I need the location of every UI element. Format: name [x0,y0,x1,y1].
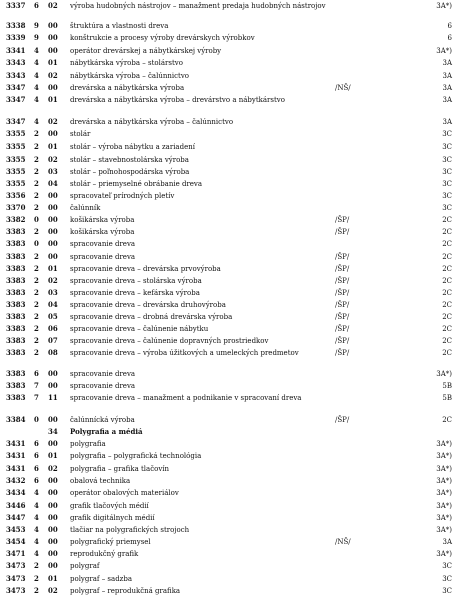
item-code: 3473 [6,586,26,595]
item-name: konštrukcie a procesy výroby drevárskych výrobkov [70,34,255,42]
item-digit: 2 [34,288,39,297]
item-subcode: 02 [48,586,58,595]
item-flag: /NŠ/ [335,538,351,546]
item-name: spracovanie dreva – drevárska druhovýroba [70,301,226,309]
item-digit: 2 [34,142,39,151]
item-subcode: 07 [48,336,58,345]
item-name: nábytkárska výroba – stolárstvo [70,59,183,67]
item-subcode: 00 [48,369,58,378]
item-level: 3A*) [436,489,452,497]
item-flag: /ŠP/ [335,228,350,236]
table-row [0,301,465,313]
item-name: spracovanie dreva – drevárska prvovýroba [70,265,221,273]
item-subcode: 00 [48,439,58,448]
item-level: 3A*) [436,2,452,10]
item-subcode: 02 [48,276,58,285]
item-level: 3C [442,204,452,212]
item-code: 3431 [6,464,26,473]
item-subcode: 00 [48,83,58,92]
item-code: 3356 [6,191,26,200]
table-row [0,562,465,574]
item-level: 2C [442,313,452,321]
item-flag: /ŠP/ [335,301,350,309]
item-name: drevárska a nábytkárska výroba [70,84,185,92]
item-level: 3A [442,59,452,67]
item-code: 3446 [6,501,26,510]
item-digit: 2 [34,155,39,164]
item-name: polygrafia – polygrafická technológia [70,452,202,460]
item-code: 3382 [6,215,26,224]
table-row [0,394,465,416]
item-level: 5B [442,382,452,390]
item-level: 2C [442,301,452,309]
item-name: spracovanie dreva [70,370,136,378]
item-code: 3339 [6,33,26,42]
item-digit: 6 [34,464,39,473]
item-name: spracovanie dreva [70,382,136,390]
item-code: 3431 [6,439,26,448]
table-row [0,382,465,394]
item-code: 3383 [6,348,26,357]
table-row [0,526,465,538]
item-name: stolár – výroba nábytku a zariadení [70,143,195,151]
item-code: 3347 [6,95,26,104]
item-subcode: 00 [48,537,58,546]
item-name: spracovanie dreva – výroba úžitkových a umeleckých predmetov [70,349,299,357]
item-name: operátor obalových materiálov [70,489,179,497]
item-code: 3383 [6,227,26,236]
item-level: 2C [442,349,452,357]
item-name: reprodukčný grafik [70,550,139,558]
item-code: 3383 [6,312,26,321]
item-subcode: 00 [48,381,58,390]
item-digit: 4 [34,117,39,126]
item-name: spracovanie dreva [70,253,136,261]
table-row [0,34,465,46]
item-digit: 9 [34,21,39,30]
item-digit: 0 [34,215,39,224]
item-digit: 4 [34,83,39,92]
item-flag: /ŠP/ [335,289,350,297]
item-subcode: 02 [48,71,58,80]
item-level: 3A*) [436,370,452,378]
table-row [0,313,465,325]
item-subcode: 00 [48,46,58,55]
item-subcode: 02 [48,117,58,126]
item-code: 3355 [6,167,26,176]
item-flag: /ŠP/ [335,416,350,424]
table-row [0,47,465,59]
item-level: 2C [442,416,452,424]
table-row [0,502,465,514]
item-flag: /ŠP/ [335,216,350,224]
item-subcode: 00 [48,525,58,534]
item-code: 3355 [6,179,26,188]
item-code: 3383 [6,324,26,333]
item-code: 3341 [6,46,26,55]
item-name: drevárska a nábytkárska výroba – čalúnnictvo [70,118,234,126]
item-level: 6 [447,34,452,42]
item-level: 3A [442,538,452,546]
item-subcode: 00 [48,191,58,200]
item-digit: 2 [34,586,39,595]
table-row [0,96,465,118]
item-digit: 9 [34,33,39,42]
item-code: 3447 [6,513,26,522]
item-flag: /ŠP/ [335,349,350,357]
item-digit: 7 [34,381,39,390]
table-row [0,337,465,349]
item-level: 3C [442,143,452,151]
item-digit: 7 [34,393,39,402]
item-level: 3A*) [436,514,452,522]
item-name: stolár – poľnohospodárska výroba [70,168,190,176]
item-name: spracovanie dreva – drobná drevárska výroba [70,313,233,321]
item-subcode: 03 [48,288,58,297]
item-name: stolár [70,130,91,138]
item-level: 3C [442,180,452,188]
item-name: spracovanie dreva – čalúnenie dopravných prostriedkov [70,337,269,345]
item-code: 3383 [6,239,26,248]
table-row [0,156,465,168]
item-subcode: 02 [48,464,58,473]
item-code: 3473 [6,561,26,570]
table-row [0,216,465,228]
item-level: 2C [442,216,452,224]
item-name: polygraf [70,562,100,570]
item-name: polygraf – sadzba [70,575,133,583]
item-name: košikárska výroba [70,228,135,236]
item-digit: 2 [34,264,39,273]
table-row [0,143,465,155]
item-name: čalúnnícká výroba [70,416,135,424]
item-level: 3C [442,168,452,176]
table-row [0,2,465,22]
item-level: 3A*) [436,550,452,558]
item-code: 3453 [6,525,26,534]
item-digit: 2 [34,191,39,200]
item-subcode: 04 [48,300,58,309]
item-name: výroba hudobných nástrojov – manažment predaja hudobných nástrojov [70,2,326,10]
item-level: 3A [442,118,452,126]
item-subcode: 01 [48,95,58,104]
item-code: 3383 [6,288,26,297]
item-subcode: 02 [48,155,58,164]
item-digit: 4 [34,513,39,522]
item-name: grafik tlačových médií [70,502,149,510]
item-digit: 2 [34,324,39,333]
item-flag: /NŠ/ [335,84,351,92]
table-row [0,253,465,265]
item-digit: 4 [34,71,39,80]
item-digit: 2 [34,561,39,570]
table-row [0,180,465,192]
table-row [0,452,465,464]
item-code: 3383 [6,300,26,309]
item-subcode: 05 [48,312,58,321]
item-level: 3C [442,156,452,164]
item-digit: 4 [34,501,39,510]
item-code: 3355 [6,142,26,151]
item-digit: 2 [34,574,39,583]
item-digit: 4 [34,525,39,534]
item-subcode: 01 [48,264,58,273]
item-level: 2C [442,337,452,345]
item-digit: 6 [34,451,39,460]
table-row [0,118,465,130]
item-flag: /ŠP/ [335,337,350,345]
table-row [0,84,465,96]
item-name: nábytkárska výroba – čalúnnictvo [70,72,189,80]
item-code: 3370 [6,203,26,212]
item-name: spracovanie dreva – stolárska výroba [70,277,202,285]
table-row [0,550,465,562]
item-flag: /ŠP/ [335,313,350,321]
item-subcode: 06 [48,324,58,333]
item-code: 3471 [6,549,26,558]
item-code: 3355 [6,129,26,138]
item-level: 3A*) [436,465,452,473]
item-code: 3338 [6,21,26,30]
item-code: 3431 [6,451,26,460]
table-row [0,477,465,489]
item-digit: 2 [34,348,39,357]
item-subcode: 00 [48,415,58,424]
item-digit: 2 [34,312,39,321]
item-name: drevárska a nábytkárska výroba – drevárstvo a nábytkárstvo [70,96,285,104]
table-row [0,228,465,240]
item-subcode: 00 [48,215,58,224]
item-digit: 6 [34,369,39,378]
item-code: 3343 [6,71,26,80]
item-subcode: 00 [48,239,58,248]
item-digit: 4 [34,549,39,558]
item-level: 3C [442,192,452,200]
table-row [0,265,465,277]
item-subcode: 01 [48,451,58,460]
item-level: 2C [442,265,452,273]
item-name: košikárska výroba [70,216,135,224]
item-digit: 0 [34,239,39,248]
table-row [0,587,465,599]
item-name: stolár – priemyselné obrábanie dreva [70,180,203,188]
table-row [0,489,465,501]
table-row [0,240,465,252]
item-subcode: 04 [48,179,58,188]
item-digit: 0 [34,415,39,424]
item-digit: 2 [34,300,39,309]
table-row [0,514,465,526]
item-level: 3A*) [436,477,452,485]
item-code: 3383 [6,276,26,285]
item-digit: 2 [34,167,39,176]
item-code: 3434 [6,488,26,497]
item-name: polygraf – reprodukčná grafika [70,587,181,595]
item-code: 3383 [6,369,26,378]
table-row [0,349,465,370]
item-code: 3337 [6,1,26,10]
item-name: polygrafia – grafika tlačovín [70,465,170,473]
item-level: 3C [442,575,452,583]
item-flag: /ŠP/ [335,253,350,261]
table-row [0,168,465,180]
item-name: spracovateľ prírodných pletív [70,192,175,200]
item-subcode: 11 [48,393,58,402]
table-row [0,289,465,301]
item-digit: 2 [34,336,39,345]
item-subcode: 34 [48,427,58,436]
item-subcode: 00 [48,252,58,261]
item-digit: 2 [34,179,39,188]
item-subcode: 01 [48,142,58,151]
item-digit: 2 [34,203,39,212]
table-row [0,440,465,452]
item-level: 2C [442,325,452,333]
item-code: 3343 [6,58,26,67]
item-name: grafik digitálnych médií [70,514,155,522]
item-subcode: 00 [48,513,58,522]
item-name: spracovanie dreva – kefárska výroba [70,289,200,297]
item-level: 3C [442,587,452,595]
item-name: obalová technika [70,477,131,485]
item-name: čalúnník [70,204,101,212]
table-row [0,325,465,337]
item-digit: 2 [34,227,39,236]
item-level: 3A*) [436,502,452,510]
item-digit: 2 [34,252,39,261]
item-code: 3347 [6,83,26,92]
item-level: 5B [442,394,452,402]
item-subcode: 00 [48,203,58,212]
item-name: tlačiar na polygrafických strojoch [70,526,190,534]
item-digit: 6 [34,476,39,485]
item-code: 3355 [6,155,26,164]
table-row [0,22,465,34]
item-name: štruktúra a vlastnosti dreva [70,22,169,30]
item-digit: 4 [34,488,39,497]
item-subcode: 03 [48,167,58,176]
item-level: 3A*) [436,440,452,448]
table-row [0,465,465,477]
item-digit: 4 [34,46,39,55]
item-level: 2C [442,240,452,248]
item-name: operátor drevárskej a nábytkárskej výroby [70,47,222,55]
item-digit: 4 [34,95,39,104]
table-row [0,575,465,587]
item-digit: 4 [34,58,39,67]
item-code: 3432 [6,476,26,485]
table-row [0,370,465,382]
item-name: polygrafia [70,440,106,448]
item-level: 6 [447,22,452,30]
item-level: 2C [442,277,452,285]
item-subcode: 00 [48,21,58,30]
item-level: 3A [442,72,452,80]
item-subcode: 00 [48,549,58,558]
item-level: 2C [442,228,452,236]
table-row [0,204,465,216]
item-code: 3454 [6,537,26,546]
item-subcode: 01 [48,58,58,67]
item-digit: 2 [34,129,39,138]
item-name: spracovanie dreva – čalúnenie nábytku [70,325,209,333]
item-digit: 6 [34,439,39,448]
item-name: spracovanie dreva [70,240,136,248]
item-subcode: 00 [48,33,58,42]
item-flag: /ŠP/ [335,277,350,285]
item-code: 3383 [6,264,26,273]
item-level: 3A [442,96,452,104]
item-subcode: 01 [48,574,58,583]
item-subcode: 00 [48,561,58,570]
table-row [0,130,465,142]
item-level: 2C [442,253,452,261]
item-level: 3A [442,84,452,92]
table-row [0,59,465,71]
item-name: stolár – stavebnostolárska výroba [70,156,189,164]
table-row [0,192,465,204]
item-code: 3383 [6,393,26,402]
item-subcode: 08 [48,348,58,357]
item-digit: 4 [34,537,39,546]
item-subcode: 00 [48,476,58,485]
item-name: polygrafický priemysel [70,538,151,546]
item-subcode: 00 [48,227,58,236]
table-row [0,538,465,550]
item-level: 3A*) [436,526,452,534]
item-name: Polygrafia a médiá [70,427,143,436]
item-name: spracovanie dreva – manažment a podnikanie v spracovaní dreva [70,394,302,402]
item-subcode: 00 [48,501,58,510]
item-code: 3383 [6,252,26,261]
item-code: 3347 [6,117,26,126]
section-heading-row [0,428,465,440]
item-subcode: 02 [48,1,58,10]
item-level: 3A*) [436,47,452,55]
item-digit: 2 [34,276,39,285]
item-flag: /ŠP/ [335,265,350,273]
item-level: 3C [442,562,452,570]
item-level: 3A*) [436,452,452,460]
table-row [0,277,465,289]
item-code: 3473 [6,574,26,583]
item-level: 2C [442,289,452,297]
item-level: 3C [442,130,452,138]
item-code: 3384 [6,415,26,424]
item-code: 3383 [6,336,26,345]
item-digit: 6 [34,1,39,10]
item-flag: /ŠP/ [335,325,350,333]
item-subcode: 00 [48,129,58,138]
item-code: 3383 [6,381,26,390]
item-subcode: 00 [48,488,58,497]
table-row [0,72,465,84]
